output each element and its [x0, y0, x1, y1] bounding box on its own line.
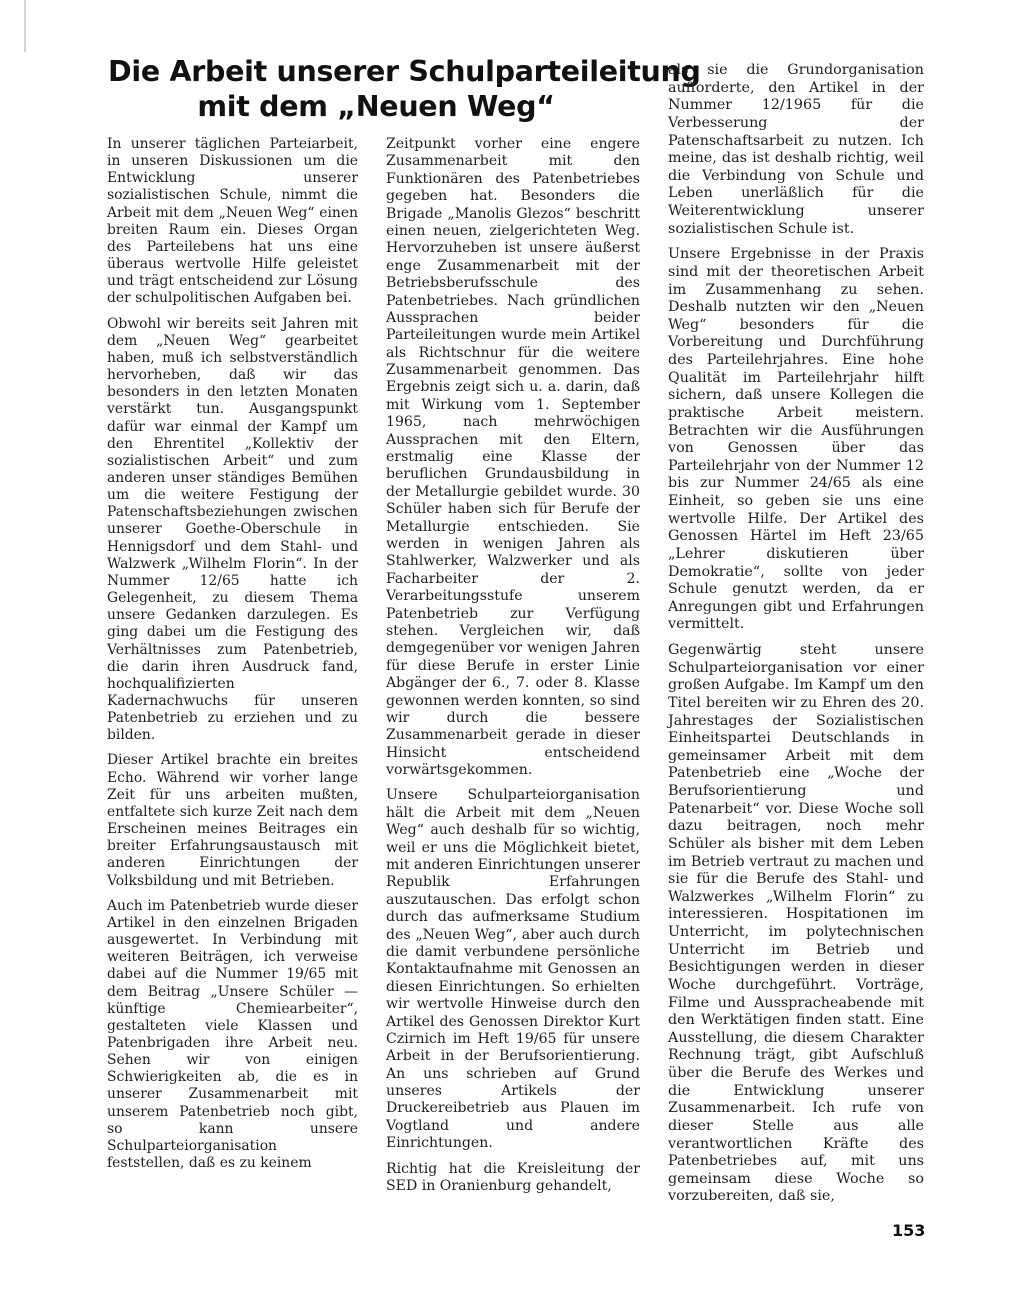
paragraph: Dieser Artikel brachte ein breites Echo. Während wir vorher lange Zeit für uns arbeiten mußten, entfaltete sich kurze Zeit nach dem Erscheinen meines Beitrages ein breiter Erfahrungsaustausch mit anderen Einrichtungen der Volksbildung und mit Betrieben.: [107, 752, 358, 889]
paragraph: Zeitpunkt vorher eine engere Zusammenarbeit mit den Funktionären des Patenbetriebes gegeben hat. Besonders die Brigade „Manolis Glezos“ beschritt einen neuen, zielgerichteten Weg. Hervorzuheben ist unsere äußerst enge Zusammenarbeit mit der Betriebsberufsschule des Patenbetriebes. Nach gründlichen Aussprachen beider Parteileitungen wurde mein Artikel als Richtschnur für die weitere Zusammenarbeit genommen. Das Ergebnis zeigt sich u. a. darin, daß mit Wirkung vom 1. September 1965, nach mehrwöchigen Aussprachen mit den Eltern, erstmalig eine Klasse der beruflichen Grundausbildung in der Metallurgie gebildet wurde. 30 Schüler haben sich für Berufe der Metallurgie entschieden. Sie werden in wenigen Jahren als Stahlwerker, Walzwerker und als Facharbeiter der 2. Verarbeitungsstufe unserem Patenbetrieb zur Verfügung stehen. Vergleichen wir, daß demgegenüber vor wenigen Jahren für diese Berufe in erster Linie Abgänger der 6., 7. oder 8. Klasse gewonnen werden konnten, so sind wir durch die bessere Zusammenarbeit gerade in dieser Hinsicht entscheidend vorwärtsgekommen.: [386, 136, 640, 779]
scan-edge-mark: [24, 0, 26, 52]
paragraph: In unserer täglichen Parteiarbeit, in unseren Diskussionen um die Entwicklung unserer sozialistischen Schule, nimmt die Arbeit mit dem „Neuen Weg“ einen breiten Raum ein. Dieses Organ des Parteilebens hat uns eine überaus wertvolle Hilfe geleistet und trägt entscheidend zur Lösung der schulpolitischen Aufgaben bei.: [107, 136, 358, 307]
paragraph: als sie die Grundorganisation aufforderte, den Artikel in der Nummer 12/1965 für die Verbesserung der Patenschaftsarbeit zu nutzen. Ich meine, das ist deshalb richtig, weil die Verbindung von Schule und Leben unerläßlich für die Weiterentwicklung unserer sozialistischen Schule ist.: [668, 62, 924, 237]
page-number: 153: [892, 1221, 926, 1240]
article-title-line-2: mit dem „Neuen Weg“: [197, 90, 555, 123]
text-column-1: [107, 136, 358, 1172]
text-column-2: [386, 136, 640, 1195]
paragraph: Unsere Ergebnisse in der Praxis sind mit der theoretischen Arbeit im Zusammenhang zu sehen. Deshalb nutzten wir den „Neuen Weg“ besonders für die Vorbereitung und Durchführung des Parteilehrjahres. Eine hohe Qualität im Parteilehrjahr hilft sichern, daß unsere Kollegen die praktische Arbeit meistern. Betrachten wir die Ausführungen von Genossen über das Parteilehrjahr von der Nummer 12 bis zur Nummer 24/65 als eine Einheit, so geben sie uns eine wertvolle Hilfe. Der Artikel des Genossen Härtel im Heft 23/65 „Lehrer diskutieren über Demokratie“, sollte von jeder Schule genutzt werden, da er Anregungen gibt und Erfahrungen vermittelt.: [668, 246, 924, 633]
paragraph: Richtig hat die Kreisleitung der SED in Oranienburg gehandelt,: [386, 1160, 640, 1195]
article-title-line-1: Die Arbeit unserer Schulparteileitung: [108, 55, 701, 88]
paragraph: Gegenwärtig steht unsere Schulparteiorganisation vor einer großen Aufgabe. Im Kampf um den Titel bereiten wir zu Ehren des 20. Jahrestages der Sozialistischen Einheitspartei Deutschlands in gemeinsamer Arbeit mit dem Patenbetrieb eine „Woche der Berufsorientierung und Patenarbeit“ vor. Diese Woche soll dazu beitragen, noch mehr Schüler als bisher mit dem Leben im Betrieb vertraut zu machen und sie für die Berufe des Stahl- und Walzwerkes „Wilhelm Florin“ zu interessieren. Hospitationen im Unterricht, im polytechnischen Unterricht im Betrieb und Besichtigungen werden in dieser Woche durchgeführt. Vorträge, Filme und Ausspracheabende mit den Werktätigen finden statt. Eine Ausstellung, die diesem Charakter Rechnung trägt, gibt Aufschluß über die Berufe des Werkes und die Entwicklung unserer Zusammenarbeit. Ich rufe von dieser Stelle aus alle verantwortlichen Kräfte des Patenbetriebes auf, mit uns gemeinsam diese Woche so vorzubereiten, daß sie,: [668, 642, 924, 1205]
paragraph: Unsere Schulparteiorganisation hält die Arbeit mit dem „Neuen Weg“ auch deshalb für so wichtig, weil er uns die Möglichkeit bietet, mit anderen Einrichtungen unserer Republik Erfahrungen auszutauschen. Das erfolgt schon durch das aufmerksame Studium des „Neuen Weg“, aber auch durch die damit verbundene persönliche Kontaktaufnahme mit Genossen an diesen Einrichtungen. So erhielten wir wertvolle Hinweise durch den Artikel des Genossen Direktor Kurt Czirnich im Heft 19/65 für unsere Arbeit in der Berufsorientierung. An uns schrieben auf Grund unseres Artikels der Druckereibetrieb aus Plauen im Vogtland und andere Einrichtungen.: [386, 787, 640, 1152]
article-title: [108, 54, 701, 124]
paragraph: Auch im Patenbetrieb wurde dieser Artikel in den einzelnen Brigaden ausgewertet. In Verbindung mit weiteren Beiträgen, ich verweise dabei auf die Nummer 19/65 mit dem Beitrag „Unsere Schüler — künftige Chemiearbeiter“, gestalteten viele Klassen und Patenbrigaden ihre Arbeit neu. Sehen wir von einigen Schwierigkeiten ab, die es in unserer Zusammenarbeit mit unserem Patenbetrieb noch gibt, so kann unsere Schulparteiorganisation feststellen, daß es zu keinem: [107, 897, 358, 1172]
paragraph: Obwohl wir bereits seit Jahren mit dem „Neuen Weg“ gearbeitet haben, muß ich selbstverständlich hervorheben, daß wir das besonders in den letzten Monaten verstärkt tun. Ausgangspunkt dafür war einmal der Kampf um den Ehrentitel „Kollektiv der sozialistischen Arbeit“ und zum anderen unser ständiges Bemühen um die weitere Festigung der Patenschaftsbeziehungen zwischen unserer Goethe-Oberschule in Hennigsdorf und dem Stahl- und Walzwerk „Wilhelm Florin“. In der Nummer 12/65 hatte ich Gelegenheit, zu diesem Thema unsere Gedanken darzulegen. Es ging dabei um die Festigung des Verhältnisses zum Patenbetrieb, die darin ihren Ausdruck fand, hochqualifizierten Kadernachwuchs für unseren Patenbetrieb zu erziehen und zu bilden.: [107, 315, 358, 744]
text-column-3: [668, 62, 924, 1206]
